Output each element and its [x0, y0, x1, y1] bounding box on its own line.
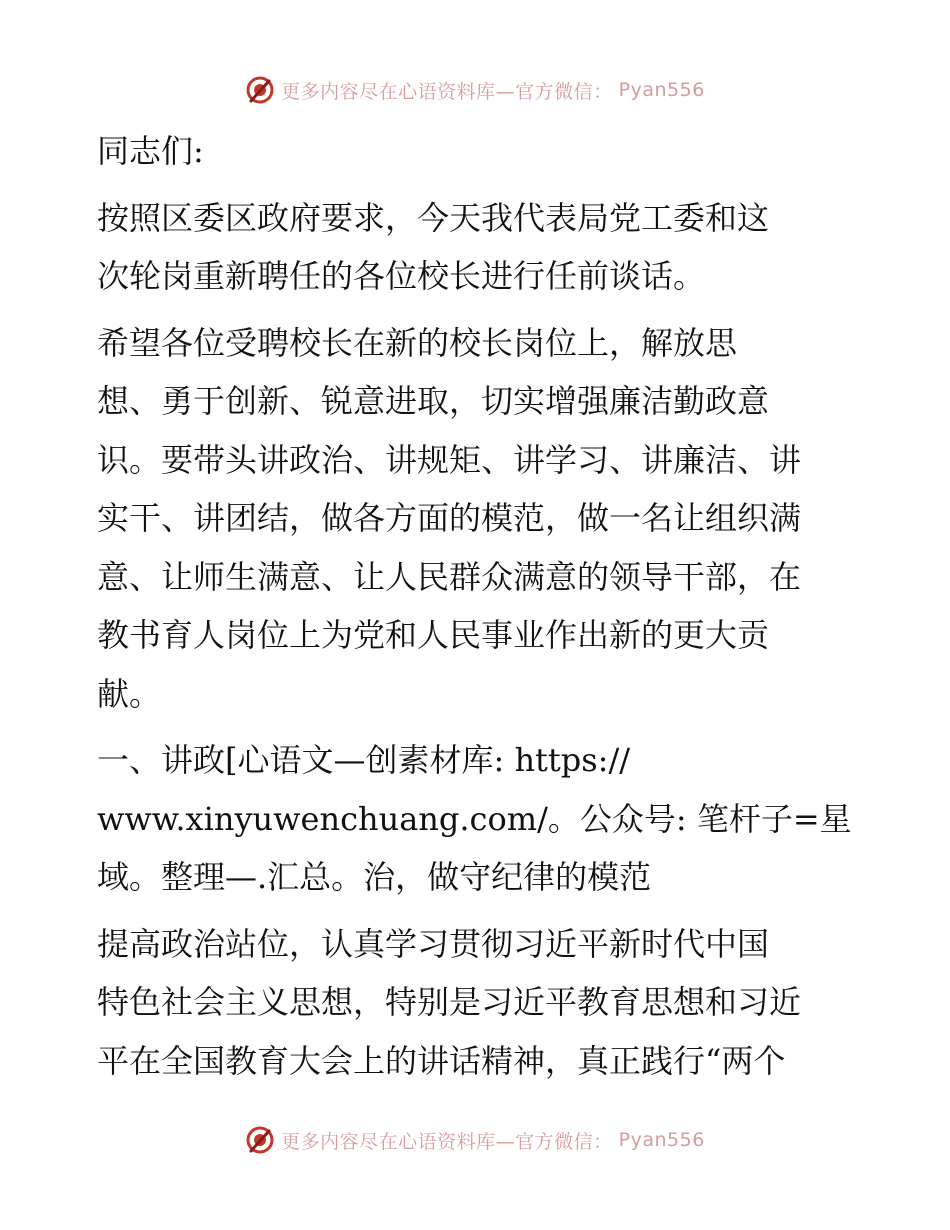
watermark-handle: Pyan556 — [618, 79, 705, 101]
paragraph-2-line-6: 教书育人岗位上为党和人民事业作出新的更大贡 — [97, 616, 770, 654]
paragraph-1-line-2: 次轮岗重新聘任的各位校长进行任前谈话。 — [97, 257, 706, 295]
brush-seal-icon — [245, 1125, 275, 1155]
paragraph-2-line-4: 实干、讲团结，做各方面的模范，做一名让组织满 — [97, 499, 802, 537]
paragraph-2-line-1: 希望各位受聘校长在新的校长岗位上，解放思 — [97, 323, 738, 362]
watermark-text: 更多内容尽在心语资料库—官方微信： — [281, 1130, 613, 1153]
salutation-line: 同志们: — [97, 132, 204, 170]
paragraph-2-line-3: 识。要带头讲政治、讲规矩、讲学习、讲廉洁、讲 — [97, 440, 802, 479]
paragraph-3-line-1: 提高政治站位，认真学习贯彻习近平新时代中国 — [97, 924, 770, 963]
section-heading-line-1: 一、讲政[心语文—创素材库: https:// — [97, 741, 631, 779]
paragraph-2-line-5: 意、让师生满意、让人民群众满意的领导干部，在 — [97, 557, 802, 596]
paragraph-3-line-3: 平在全国教育大会上的讲话精神，真正践行“两个 — [97, 1041, 786, 1080]
paragraph-2-line-2: 想、勇于创新、锐意进取，切实增强廉洁勤政意 — [97, 382, 770, 420]
document-body — [97, 122, 857, 1090]
paragraph-1-line-1: 按照区委区政府要求，今天我代表局党工委和这 — [97, 198, 770, 237]
brush-seal-icon — [245, 75, 275, 105]
section-heading-line-2: www.xinyuwenchuang.com/。公众号: 笔杆子=星 — [97, 799, 852, 838]
section-heading-line-3: 域。整理—.汇总。治，做守纪律的模范 — [97, 858, 652, 896]
watermark-handle: Pyan556 — [618, 1129, 705, 1151]
header-watermark — [0, 72, 950, 108]
footer-watermark — [0, 1122, 950, 1158]
paragraph-2-line-7: 献。 — [97, 674, 162, 713]
watermark-text: 更多内容尽在心语资料库—官方微信： — [281, 80, 613, 103]
paragraph-3-line-2: 特色社会主义思想，特别是习近平教育思想和习近 — [97, 983, 802, 1021]
